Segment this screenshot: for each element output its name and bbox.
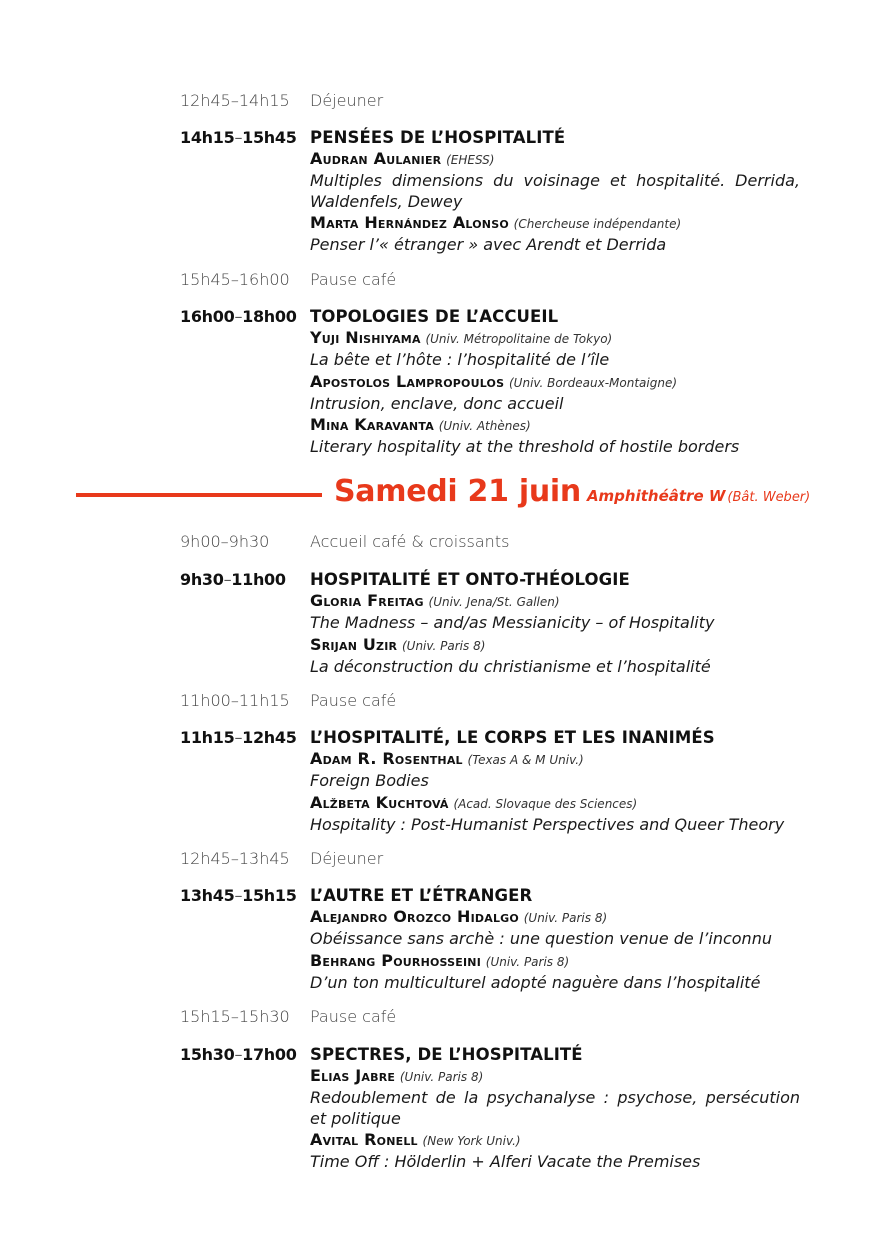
speaker-line xyxy=(310,414,800,437)
speaker-affiliation: (Univ. Athènes) xyxy=(438,419,531,433)
session-end: 18h00 xyxy=(242,307,297,326)
speaker-affiliation: (Chercheuse indépendante) xyxy=(513,217,682,231)
speaker-name: Elias Jabre xyxy=(310,1066,396,1085)
day-venue: Amphithéâtre W xyxy=(586,487,726,505)
session-time: 13h45–15h15 xyxy=(180,886,297,905)
day-title: Samedi 21 juin xyxy=(334,474,581,509)
session-time: 15h30–17h00 xyxy=(180,1045,297,1064)
break-time: 12h45–14h15 xyxy=(180,91,290,110)
speaker-affiliation: (EHESS) xyxy=(446,153,495,167)
session-start: 13h45 xyxy=(180,886,235,905)
speaker-affiliation: (Univ. Bordeaux-Montaigne) xyxy=(509,375,678,390)
session-title: SPECTRES, DE L’HOSPITALITÉ xyxy=(310,1045,583,1064)
session-title: HOSPITALITÉ ET ONTO-THÉOLOGIE xyxy=(310,570,630,589)
day-header-text xyxy=(334,474,810,509)
break-time: 12h45–13h45 xyxy=(180,849,290,868)
speaker-name: Audran Aulanier xyxy=(310,149,442,168)
session-time: 16h00–18h00 xyxy=(180,307,297,326)
session-start: 9h30 xyxy=(180,570,224,589)
session-end: 15h15 xyxy=(242,886,297,905)
session-time: 9h30–11h00 xyxy=(180,570,286,589)
talk-title: Literary hospitality at the threshold of hostile borders xyxy=(310,437,740,456)
speaker-affiliation: (Univ. Paris 8) xyxy=(485,954,570,969)
session-start: 16h00 xyxy=(180,307,235,326)
break-label: Déjeuner xyxy=(310,91,384,110)
talk-title: The Madness – and/as Messianicity – of Hospitality xyxy=(310,613,715,632)
break-label: Pause café xyxy=(310,691,397,710)
speaker-affiliation: (Univ. Jena/St. Gallen) xyxy=(428,595,560,609)
speaker-line xyxy=(310,748,800,771)
session-title: PENSÉES DE L’HOSPITALITÉ xyxy=(310,128,566,147)
speaker-name: Alžbeta Kuchtová xyxy=(310,792,449,812)
speaker-affiliation: (Univ. Paris 8) xyxy=(523,911,608,925)
day-header xyxy=(0,470,874,520)
speaker-line xyxy=(310,634,800,657)
talk-title: Multiples dimensions du voisinage et hospitalité. Derrida, Waldenfels, Dewey xyxy=(310,171,800,211)
talk-title: Penser l’« étranger » avec Arendt et Derrida xyxy=(310,235,667,254)
break-label: Pause café xyxy=(310,1007,397,1026)
speaker-affiliation: (Acad. Slovaque des Sciences) xyxy=(453,796,638,811)
talk-title: Obéissance sans archè : une question venue de l’inconnu xyxy=(310,929,772,948)
speaker-line xyxy=(310,148,800,171)
break-time: 11h00–11h15 xyxy=(180,691,290,710)
break-time: 15h45–16h00 xyxy=(180,270,290,289)
speaker-line xyxy=(310,792,800,815)
speaker-line xyxy=(310,1065,800,1088)
speaker-name: Alejandro Orozco Hidalgo xyxy=(310,907,519,926)
speaker-affiliation: (Texas A & M Univ.) xyxy=(467,753,584,767)
speaker-name: Srijan Uzir xyxy=(310,634,398,654)
break-label: Accueil café & croissants xyxy=(310,532,510,551)
session-end: 15h45 xyxy=(242,128,297,147)
session-end: 12h45 xyxy=(242,728,297,747)
speaker-name: Yuji Nishiyama xyxy=(310,328,421,347)
session-time: 14h15–15h45 xyxy=(180,128,297,147)
speaker-affiliation: (Univ. Paris 8) xyxy=(401,638,486,653)
session-time: 11h15–12h45 xyxy=(180,728,297,747)
talk-title: Redoublement de la psychanalyse : psychose, persécution et politique xyxy=(310,1088,800,1128)
session-title: L’AUTRE ET L’ÉTRANGER xyxy=(310,886,533,905)
speaker-affiliation: (Univ. Paris 8) xyxy=(399,1070,484,1084)
break-time: 9h00–9h30 xyxy=(180,532,270,551)
talk-title: D’un ton multiculturel adopté naguère dans l’hospitalité xyxy=(310,972,761,992)
talk-title: Intrusion, enclave, donc accueil xyxy=(310,393,564,413)
speaker-line xyxy=(310,371,800,394)
talk-title: La déconstruction du christianisme et l’hospitalité xyxy=(310,656,711,676)
session-title: L’HOSPITALITÉ, LE CORPS ET LES INANIMÉS xyxy=(310,728,715,747)
speaker-line xyxy=(310,950,800,973)
session-end: 17h00 xyxy=(242,1045,297,1064)
session-start: 11h15 xyxy=(180,728,235,747)
speaker-affiliation: (Univ. Métropolitaine de Tokyo) xyxy=(425,332,613,346)
talk-title: Foreign Bodies xyxy=(310,771,429,790)
day-building: (Bât. Weber) xyxy=(727,490,811,505)
speaker-name: Adam R. Rosenthal xyxy=(310,749,463,768)
talk-title: Hospitality : Post-Humanist Perspectives and Queer Theory xyxy=(310,814,785,834)
speaker-name: Marta Hernández Alonso xyxy=(310,213,509,232)
speaker-name: Mina Karavanta xyxy=(310,415,434,434)
speaker-name: Behrang Pourhosseini xyxy=(310,950,481,970)
break-label: Pause café xyxy=(310,270,397,289)
session-title: TOPOLOGIES DE L’ACCUEIL xyxy=(310,307,559,326)
talk-title: La bête et l’hôte : l’hospitalité de l’île xyxy=(310,350,610,369)
speaker-line xyxy=(310,590,800,613)
speaker-line xyxy=(310,212,800,235)
speaker-affiliation: (New York Univ.) xyxy=(422,1134,521,1148)
session-end: 11h00 xyxy=(231,570,286,589)
speaker-line xyxy=(310,906,800,929)
talk-title: Time Off : Hölderlin + Alferi Vacate the Premises xyxy=(310,1152,701,1171)
session-start: 15h30 xyxy=(180,1045,235,1064)
break-label: Déjeuner xyxy=(310,849,384,868)
speaker-name: Avital Ronell xyxy=(310,1130,418,1149)
speaker-line xyxy=(310,327,800,350)
session-start: 14h15 xyxy=(180,128,235,147)
speaker-name: Gloria Freitag xyxy=(310,591,424,610)
day-header-rule xyxy=(76,493,322,497)
speaker-line xyxy=(310,1129,800,1152)
break-time: 15h15–15h30 xyxy=(180,1007,290,1026)
speaker-name: Apostolos Lampropoulos xyxy=(310,371,505,391)
